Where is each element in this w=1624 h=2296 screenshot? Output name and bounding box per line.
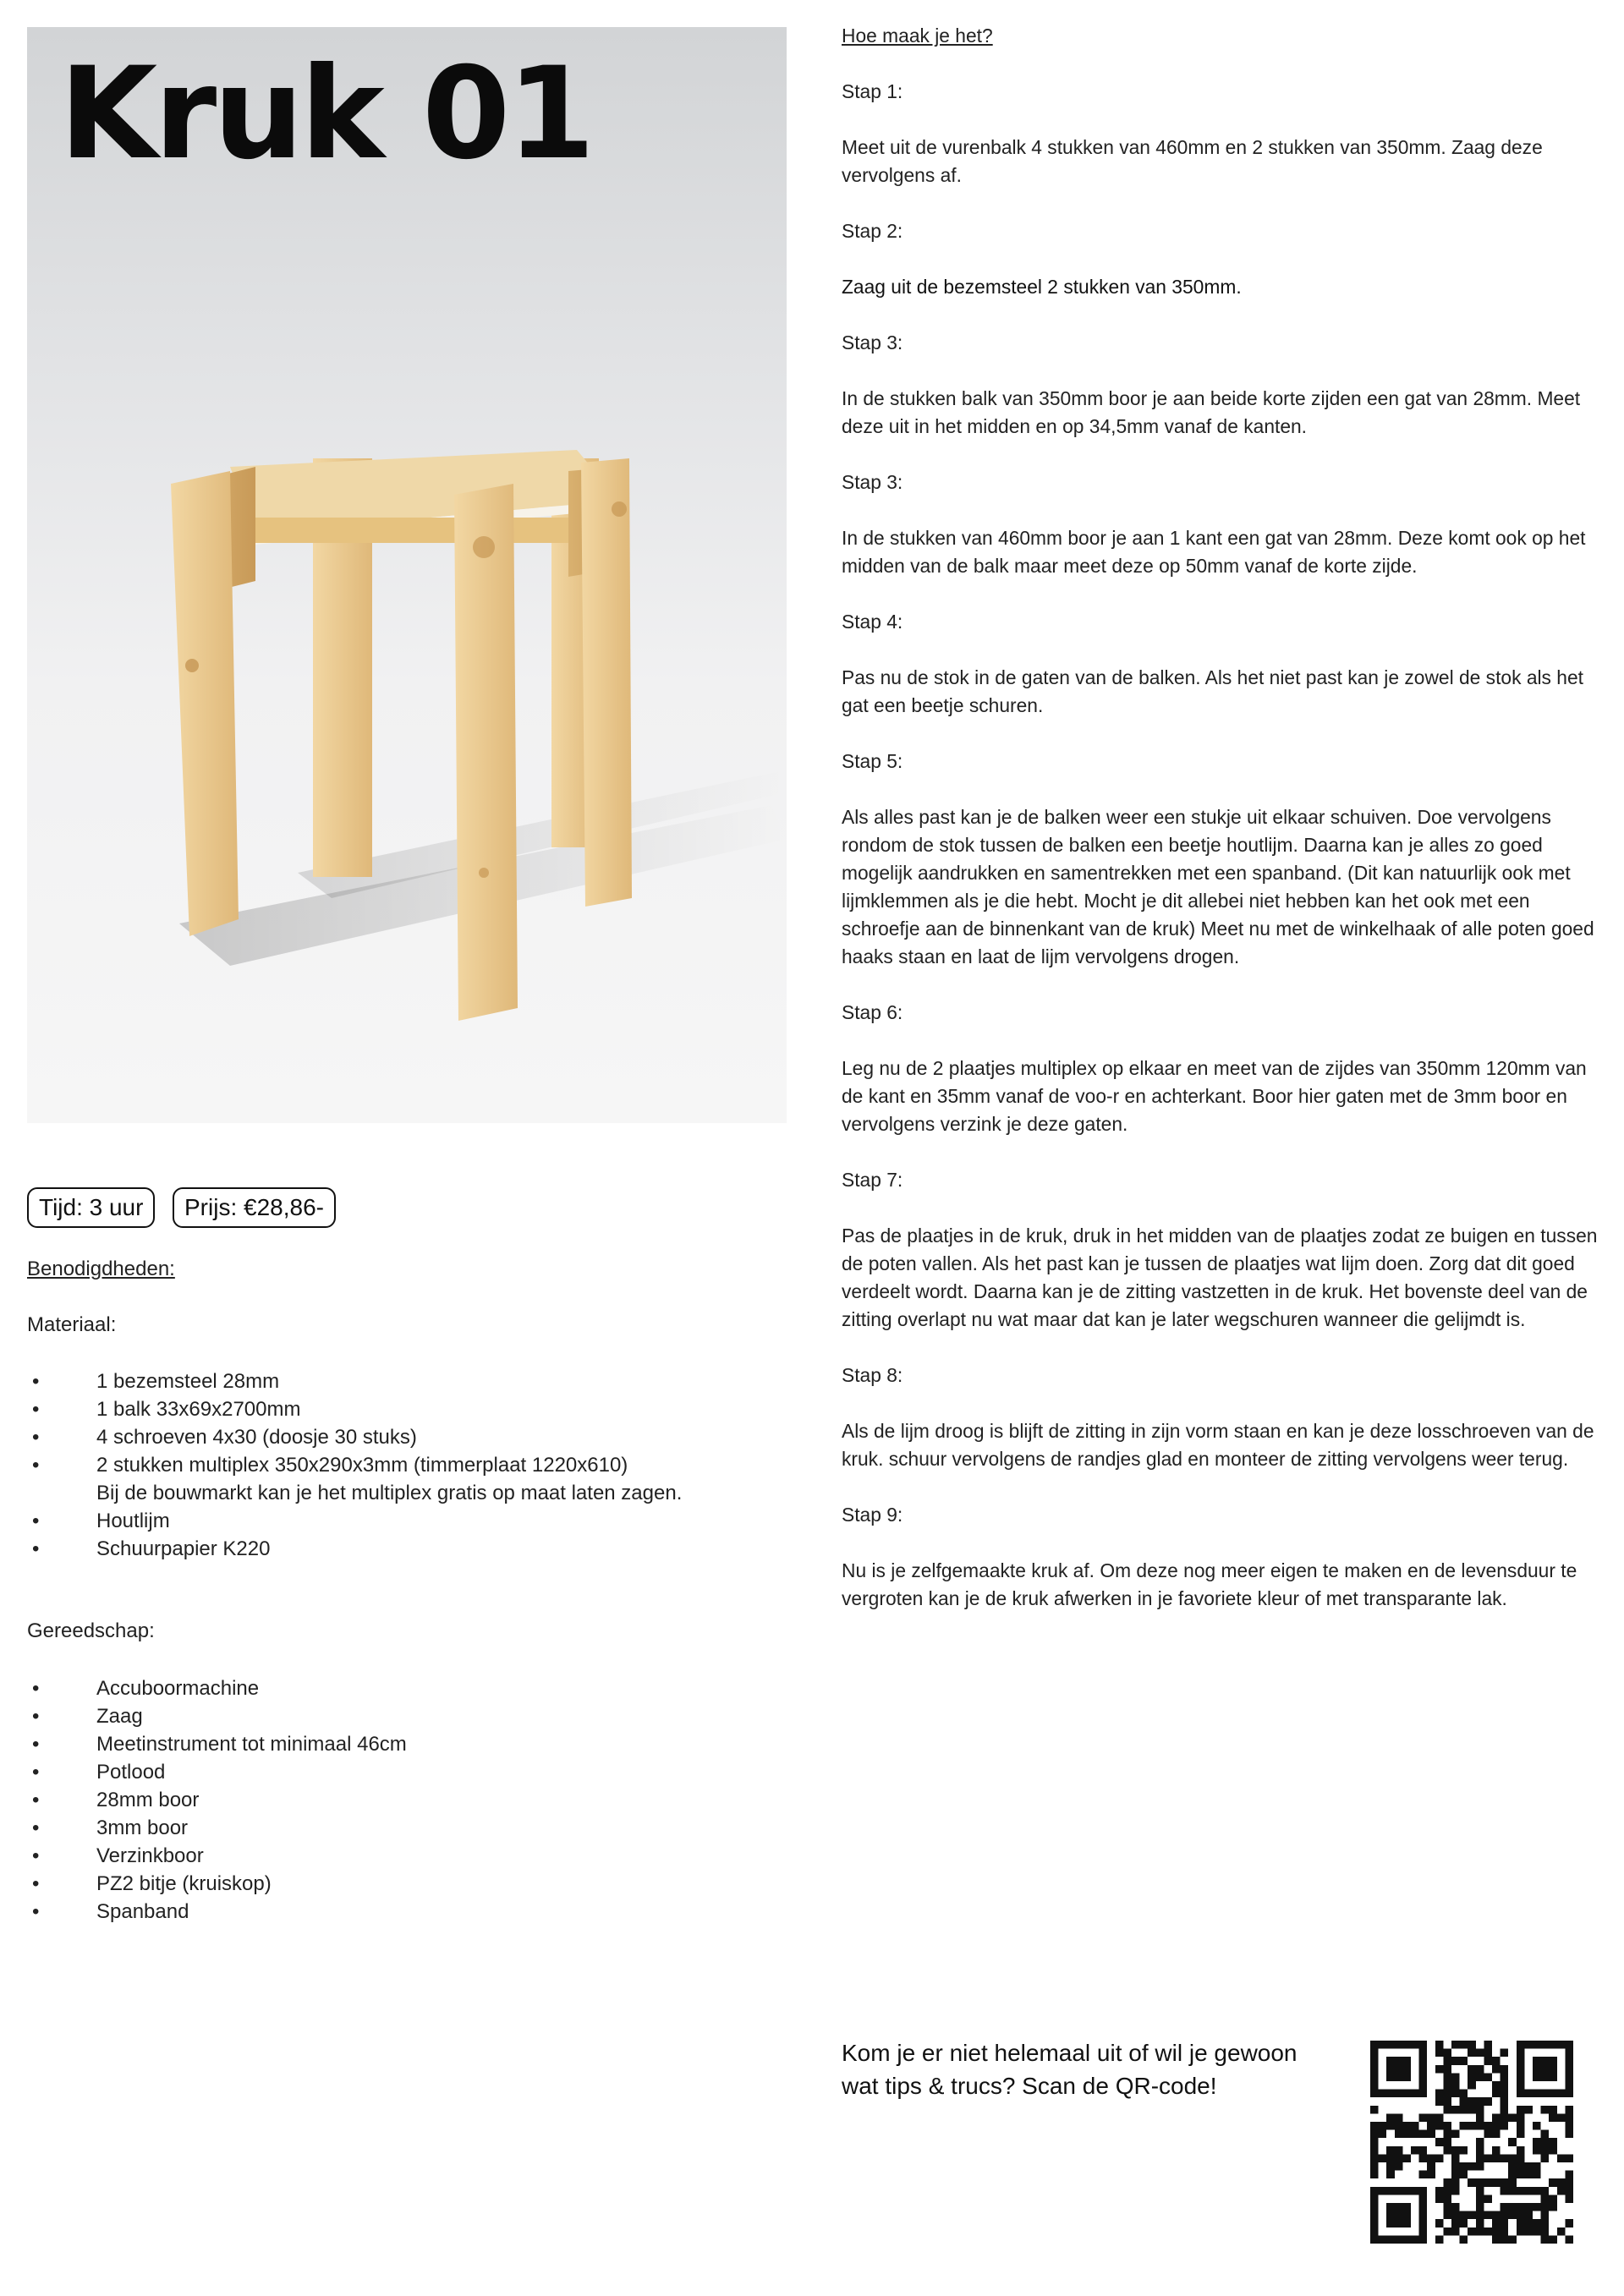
list-item-note: Bij de bouwmarkt kan je het multiplex gratis op maat laten zagen. — [96, 1482, 683, 1504]
step-label: Stap 7: — [842, 1169, 903, 1191]
list-item: • 1 bezemsteel 28mm — [27, 1367, 771, 1395]
step-text: In de stukken balk van 350mm boor je aan beide korte zijden een gat van 28mm. Meet deze uit in het midden en op 34,5mm vanaf de kanten. — [842, 387, 1581, 437]
step-label: Stap 8: — [842, 1364, 903, 1386]
step-text: Meet uit de vurenbalk 4 stukken van 460mm en 2 stukken van 350mm. Zaag deze vervolgens af. — [842, 136, 1543, 186]
step-text: Als de lijm droog is blijft de zitting in zijn vorm staan en kan je deze losschroeven van de kruk. schuur vervolgens de randjes glad en monteer de zitting vervolgens weer terug. — [842, 1420, 1594, 1470]
list-item: • 28mm boor — [27, 1786, 771, 1814]
step-text: Leg nu de 2 plaatjes multiplex op elkaar en meet van de zijdes van 350mm 120mm van de kant en 35mm vanaf de voo-r en achterkant. Boor hier gaten met de 3mm boor en vervolgens verzink je deze gaten. — [842, 1057, 1587, 1135]
benodigdheden-heading: Benodigdheden: — [27, 1258, 175, 1280]
list-item-text: 2 stukken multiplex 350x290x3mm (timmerplaat 1220x610) — [96, 1454, 628, 1477]
list-item: • Accuboormachine — [27, 1674, 771, 1702]
front-leg-far — [581, 458, 632, 907]
list-item: • Potlood — [27, 1758, 771, 1786]
step-label: Stap 3: — [842, 471, 903, 493]
qr-code-icon[interactable] — [1370, 2041, 1573, 2244]
time-badge: Tijd: 3 uur — [27, 1187, 155, 1228]
step-label: Stap 4: — [842, 611, 903, 633]
qr-caption: Kom je er niet helemaal uit of wil je gewoon wat tips & trucs? Scan de QR-code! — [842, 2040, 1298, 2099]
step-label: Stap 3: — [842, 332, 903, 353]
dowel — [239, 518, 594, 543]
page-title: Kruk 01 — [59, 41, 592, 188]
list-item: • Schuurpapier K220 — [27, 1535, 771, 1563]
step-text: Pas de plaatjes in de kruk, druk in het midden van de plaatjes zodat ze buigen en tussen de poten vallen. Als het past kan je tussen de plaatjes wat lijm doen. Zorg dat dit goed verdeelt wordt. Daarna kan je de zitting vastzetten in de kruk. Het bovenste deel van de zitting overlapt nu wat maar dat kan je later wegschuren wanneer die gelijmdt is. — [842, 1225, 1598, 1330]
list-item: • 3mm boor — [27, 1814, 771, 1842]
step-label: Stap 6: — [842, 1001, 903, 1023]
front-leg-right — [454, 484, 518, 1021]
step-label: Stap 2: — [842, 220, 903, 242]
materiaal-list — [27, 1367, 771, 1563]
step-label: Stap 1: — [842, 80, 903, 102]
list-item: • 1 balk 33x69x2700mm — [27, 1395, 771, 1423]
instructions-heading: Hoe maak je het? — [842, 25, 993, 47]
materiaal-heading: Materiaal: — [27, 1313, 117, 1336]
stool-illustration — [27, 27, 787, 1123]
step-label: Stap 5: — [842, 750, 903, 772]
price-badge: Prijs: €28,86- — [173, 1187, 336, 1228]
list-item: • Houtlijm — [27, 1507, 771, 1535]
gereedschap-heading: Gereedschap: — [27, 1619, 155, 1642]
step-text: Als alles past kan je de balken weer een stukje uit elkaar schuiven. Doe vervolgens rondom de stok tussen de balken een beetje houtlijm. Daarna kan je alles zo goed mogelijk aandrukken en samentrekken met een spanband. (Dit kan natuurlijk ook met lijmklemmen als je die hebt. Mocht je dit allebei niet hebben kan het ook met een schroefje aan de binnenkant van de kruk) Meet nu met de winkelhaak of alle poten goed haaks staan en laat de lijm vervolgens drogen. — [842, 806, 1594, 967]
step-text: Zaag uit de bezemsteel 2 stukken van 350mm. — [842, 276, 1242, 298]
gereedschap-list — [27, 1674, 771, 1926]
step-text: In de stukken van 460mm boor je aan 1 kant een gat van 28mm. Deze komt ook op het midden van de balk maar meet deze op 50mm vanaf de korte zijde. — [842, 527, 1586, 577]
step-label: Stap 9: — [842, 1504, 903, 1526]
list-item — [27, 1451, 771, 1507]
instructions — [842, 22, 1603, 1641]
product-photo — [27, 27, 787, 1123]
list-item: • 4 schroeven 4x30 (doosje 30 stuks) — [27, 1423, 771, 1451]
step-text: Pas nu de stok in de gaten van de balken. Als het niet past kan je zowel de stok als het gat een beetje schuren. — [842, 666, 1583, 716]
front-leg-left — [171, 471, 239, 936]
list-item: • Meetinstrument tot minimaal 46cm — [27, 1730, 771, 1758]
step-text: Nu is je zelfgemaakte kruk af. Om deze nog meer eigen te maken en de levensduur te vergroten kan je de kruk afwerken in je favoriete kleur of met transparante lak. — [842, 1559, 1577, 1609]
list-item: • Zaag — [27, 1702, 771, 1730]
list-item: • Spanband — [27, 1898, 771, 1926]
list-item: • PZ2 bitje (kruiskop) — [27, 1870, 771, 1898]
list-item: • Verzinkboor — [27, 1842, 771, 1870]
